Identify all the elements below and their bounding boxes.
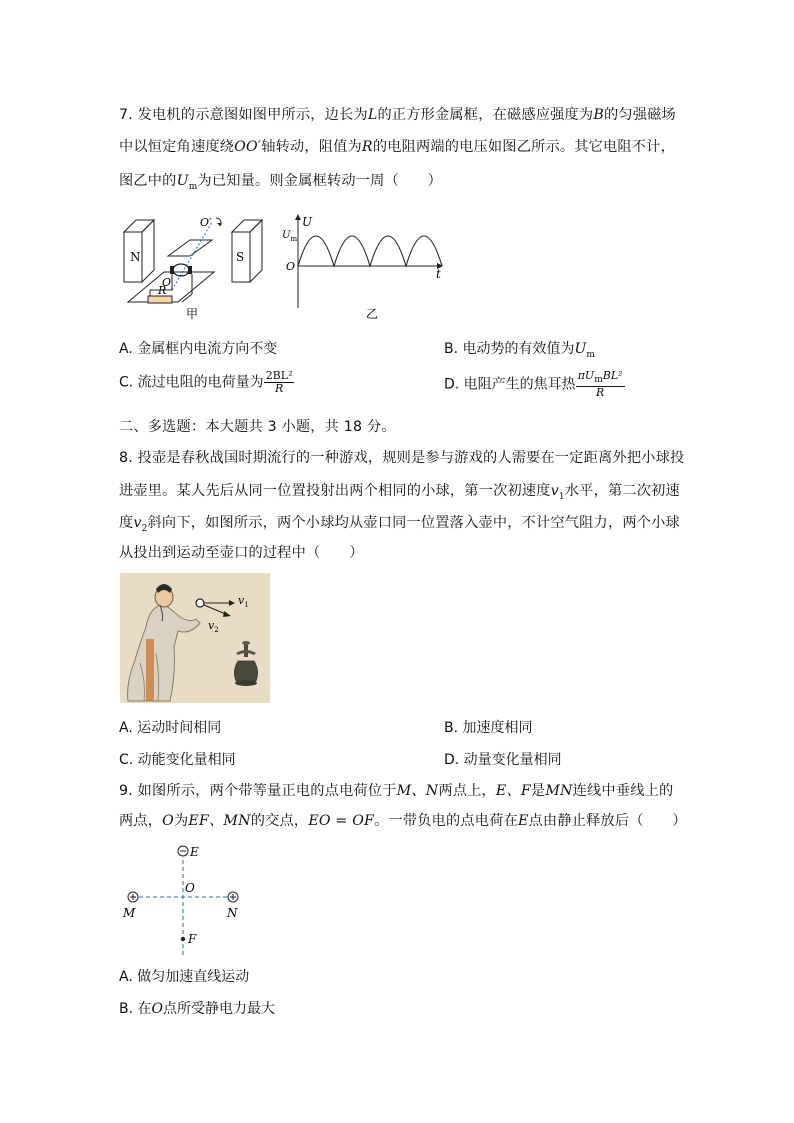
var-v1: v (550, 483, 559, 499)
label-N-charge: N (227, 906, 238, 920)
q9-option-A[interactable]: A. 做匀加速直线运动 (119, 969, 250, 985)
svg-text:Um (282, 230, 297, 243)
option-B-text: 点所受静电力最大 (163, 1001, 275, 1017)
var-B: B (593, 107, 604, 123)
q8-option-B[interactable]: B. 加速度相同 (444, 720, 533, 736)
q9-text: 连线中垂线上的 (572, 783, 674, 799)
var-MN: MN (545, 783, 573, 799)
caption-yi: 乙 (366, 307, 379, 321)
var-M-N: M、N (396, 783, 439, 799)
var-v1-sub: 1 (558, 491, 565, 502)
label-O-prime: O′ (200, 216, 212, 229)
var-EF-MN: EF、MN (188, 813, 251, 829)
touhu-illustration (120, 573, 270, 703)
q8-text: 水平，第二次初速 (564, 483, 680, 499)
label-N: N (130, 250, 141, 264)
label-E: E (190, 845, 199, 859)
q8-option-A[interactable]: A. 运动时间相同 (119, 720, 222, 736)
q8-line-4: 从投出到运动至壶口的过程中（ ） (119, 545, 364, 561)
q7-line-2 (119, 136, 675, 156)
fig-v2: v (208, 619, 215, 632)
q9-option-B[interactable] (119, 998, 275, 1018)
axis-label-t: t (436, 267, 441, 281)
option-D-num-sub: m (594, 375, 603, 386)
label-F: F (188, 932, 197, 946)
label-O-center: O (185, 881, 195, 895)
q8-line-1: 8. 投壶是春秋战国时期流行的一种游戏，规则是参与游戏的人需要在一定距离外把小球投 (119, 450, 685, 466)
option-D-text: D. 电阻产生的焦耳热 (444, 376, 576, 393)
fig-v1-sub: 1 (244, 601, 249, 609)
axis-tick-Um-sub: m (290, 235, 298, 243)
option-C-denominator: R (274, 382, 284, 395)
q7-text: 中以恒定角速度绕 (119, 139, 235, 155)
axis-tick-Um: U (282, 230, 291, 241)
option-C-fraction (264, 370, 295, 395)
fig-v2-sub: 2 (214, 626, 219, 634)
q7-option-B[interactable] (444, 338, 595, 360)
q7-line-1 (119, 104, 676, 124)
var-L: L (367, 107, 378, 123)
var-O: O (162, 813, 175, 829)
option-D-fraction (576, 370, 625, 399)
option-B-text: B. 在 (119, 1001, 152, 1017)
q9-line-2 (119, 810, 687, 830)
var-E: E (517, 813, 529, 829)
q8-line-2 (119, 480, 680, 502)
voltage-graph-yi (280, 210, 450, 322)
option-B-Um: U (574, 341, 587, 357)
q9-text: 。一带负电的点电荷在 (374, 813, 518, 829)
q9-text: 点由静止释放后（ ） (528, 813, 687, 829)
var-R: R (361, 139, 373, 155)
q9-text: 两点， (119, 813, 163, 829)
q7-option-A[interactable] (119, 338, 277, 358)
q8-text: 进壶里。某人先后从同一位置投射出两个相同的小球，第一次初速度 (119, 483, 551, 499)
section-heading: 二、多选题：本大题共 3 小题，共 18 分。 (119, 419, 396, 435)
option-B-text: B. 电动势的有效值为 (444, 341, 575, 357)
option-B-Um-sub: m (586, 349, 595, 360)
generator-figure-jia (120, 210, 280, 322)
option-D-denominator: R (595, 386, 605, 400)
origin-O: O (286, 260, 296, 273)
point-charges-figure (115, 838, 255, 958)
q7-text: 为已知量。则金属框转动一周（ ） (197, 173, 443, 189)
q8-option-D[interactable]: D. 动量变化量相同 (444, 752, 562, 768)
option-C-numerator: 2BL² (265, 369, 293, 382)
q7-text: 轴转动，阻值为 (261, 139, 362, 155)
var-EO-eq-OF: EO = OF (308, 813, 375, 829)
option-A-text: A. 金属框内电流方向不变 (119, 341, 278, 357)
q8-text: 斜向下，如图所示，两个小球均从壶口同一位置落入壶中，不计空气阻力，两个小球 (147, 515, 680, 531)
var-Um: U (176, 173, 189, 189)
label-M: M (123, 906, 136, 920)
q9-line-1 (119, 780, 673, 800)
label-S: S (236, 250, 245, 264)
axis-label-U: U (302, 215, 313, 229)
option-D-numerator (576, 370, 625, 387)
q8-line-3 (119, 512, 680, 534)
q9-text: 两点上， (438, 783, 496, 799)
q9-text: 为 (174, 813, 189, 829)
q7-line-3 (119, 170, 442, 192)
caption-jia: 甲 (186, 307, 199, 321)
q7-text: 7. 发电机的示意图如图甲所示，边长为 (119, 107, 368, 123)
label-R: R (158, 284, 167, 297)
var-E-F: E、F (495, 783, 531, 799)
q7-text: 的匀强磁场 (603, 107, 676, 123)
var-v2: v (133, 515, 142, 531)
q8-text: 度 (119, 515, 134, 531)
fig-v1: v (238, 594, 245, 607)
label-O: O (162, 276, 172, 289)
q8-option-C[interactable]: C. 动能变化量相同 (119, 752, 236, 768)
var-Um-sub: m (188, 181, 198, 192)
var-OO: OO′ (234, 139, 262, 155)
option-B-O: O (151, 1001, 163, 1017)
q9-text: 的交点， (250, 813, 309, 829)
var-v2-sub: 2 (141, 523, 148, 534)
q7-text: 的正方形金属框，在磁感应强度为 (377, 107, 594, 123)
q7-text: 的电阻两端的电压如图乙所示。其它电阻不计， (372, 139, 675, 155)
option-D-num-a: πU (577, 369, 595, 382)
q7-text: 图乙中的 (119, 173, 177, 189)
q9-text: 是 (530, 783, 546, 799)
q7-option-C[interactable] (119, 370, 294, 395)
q7-option-D[interactable] (444, 370, 625, 399)
option-C-text: C. 流过电阻的电荷量为 (119, 374, 264, 391)
option-D-num-b: BL² (602, 369, 623, 382)
q9-text: 9. 如图所示，两个带等量正电的点电荷位于 (119, 783, 397, 799)
